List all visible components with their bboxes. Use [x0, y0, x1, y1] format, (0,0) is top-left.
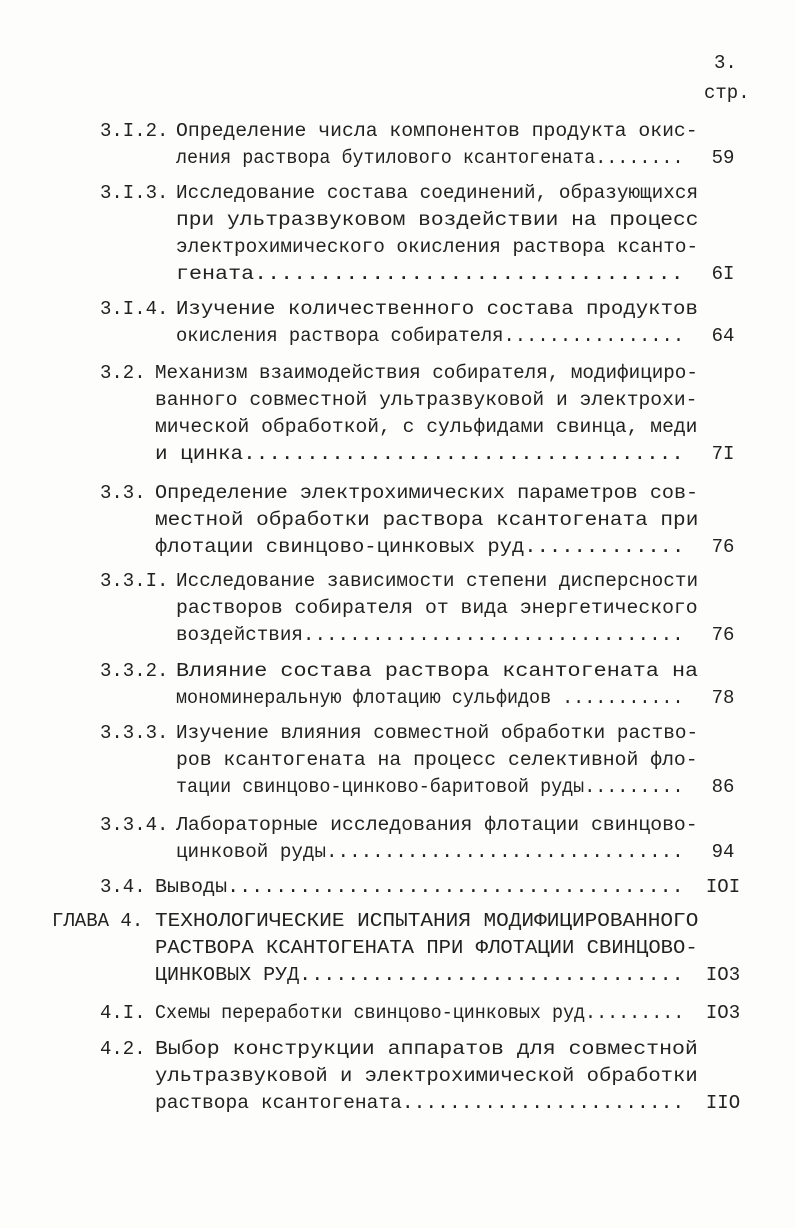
toc-entry-number: 3.3. [100, 482, 146, 504]
toc-entry-title-line: гената................................. [176, 263, 684, 285]
toc-entry-page: IO3 [705, 1002, 741, 1024]
toc-entry-title-line: флотации свинцово-цинковых руд............. [155, 536, 685, 558]
toc-entry-number: 3.3.3. [100, 722, 169, 744]
toc-entry-title-line: Исследование зависимости степени дисперсности [176, 570, 699, 592]
toc-entry-title-line: Механизм взаимодействия собирателя, модифициро- [155, 362, 698, 384]
toc-entry-number: 4.2. [100, 1038, 146, 1060]
toc-entry-page: 59 [711, 147, 735, 169]
toc-entry-title-line: ЦИНКОВЫХ РУД................................ [155, 964, 684, 986]
toc-entry-title-line: электрохимического окисления раствора ксанто- [176, 236, 699, 258]
toc-entry-number: 3.I.3. [100, 182, 169, 204]
toc-entry-number: 3.I.4. [100, 298, 169, 320]
toc-entry-number: 4.I. [100, 1002, 146, 1024]
toc-entry-title-line: Лабораторные исследования флотации свинцово- [176, 814, 698, 836]
toc-entry-page: 6I [711, 263, 735, 285]
toc-entry-number: 3.3.4. [100, 814, 169, 836]
toc-entry-page: 76 [711, 624, 735, 646]
toc-entry-title-line: цинковой руды............................... [176, 841, 684, 863]
toc-entry-title-line: Влияние состава раствора ксантогената на [176, 660, 699, 682]
toc-entry-title-line: растворов собирателя от вида энергетического [176, 597, 698, 619]
toc-entry-number: ГЛАВА 4. [52, 910, 144, 932]
toc-entry-page: 94 [711, 841, 735, 863]
toc-entry-title-line: Изучение влияния совместной обработки раство- [176, 722, 699, 744]
toc-entry-page: 86 [711, 776, 735, 798]
toc-entry-title-line: Исследование состава соединений, образующихся [176, 182, 699, 204]
toc-entry-number: 3.3.2. [100, 660, 169, 682]
toc-entry-title-line: Определение числа компонентов продукта окис- [176, 120, 698, 142]
toc-entry-title-line: ванного совместной ультразвуковой и электрохи- [155, 389, 698, 411]
toc-entry-title-line: Схемы переработки свинцово-цинковых руд......... [155, 1002, 685, 1024]
toc-entry-title-line: РАСТВОРА КСАНТОГЕНАТА ПРИ ФЛОТАЦИИ СВИНЦОВО- [155, 937, 698, 959]
toc-entry-title-line: и цинка................................... [155, 443, 684, 465]
page-number: 3. [714, 52, 737, 74]
toc-entry-title-line: раствора ксантогената........................ [155, 1092, 685, 1114]
toc-entry-page: IOI [705, 876, 741, 898]
toc-entry-title-line: ров ксантогената на процесс селективной фло- [176, 749, 698, 771]
toc-entry-title-line: Выбор конструкции аппаратов для совместной [155, 1038, 698, 1060]
toc-entry-title-line: окисления раствора собирателя................ [176, 325, 685, 347]
toc-entry-title-line: мономинеральную флотацию сульфидов ........... [176, 687, 684, 709]
toc-entry-title-line: воздействия................................. [176, 624, 684, 646]
toc-entry-title-line: ления раствора бутилового ксантогената........ [176, 147, 684, 169]
toc-entry-title-line: местной обработки раствора ксантогената при [155, 509, 699, 531]
toc-entry-page: 7I [711, 443, 735, 465]
toc-entry-number: 3.I.2. [100, 120, 169, 142]
page-column-label: стр. [704, 82, 750, 104]
toc-entry-title-line: Определение электрохимических параметров сов- [155, 482, 699, 504]
toc-entry-number: 3.4. [100, 876, 146, 898]
toc-entry-page: 78 [711, 687, 735, 709]
toc-entry-number: 3.3.I. [100, 570, 169, 592]
toc-entry-title-line: ультразвуковой и электрохимической обработки [155, 1065, 698, 1087]
toc-entry-title-line: мической обработкой, с сульфидами свинца, меди [155, 416, 698, 438]
toc-entry-title-line: ТЕХНОЛОГИЧЕСКИЕ ИСПЫТАНИЯ МОДИФИЦИРОВАННОГО [155, 910, 699, 932]
toc-entry-number: 3.2. [100, 362, 146, 384]
toc-entry-title-line: Выводы...................................... [155, 876, 684, 898]
toc-entry-title-line: тации свинцово-цинково-баритовой руды......... [176, 776, 684, 798]
toc-entry-page: IO3 [705, 964, 741, 986]
toc-entry-title-line: Изучение количественного состава продуктов [176, 298, 698, 320]
toc-entry-page: 76 [711, 536, 735, 558]
toc-entry-page: IIO [705, 1092, 741, 1114]
toc-entry-page: 64 [711, 325, 735, 347]
toc-entry-title-line: при ультразвуковом воздействии на процесс [176, 209, 699, 231]
